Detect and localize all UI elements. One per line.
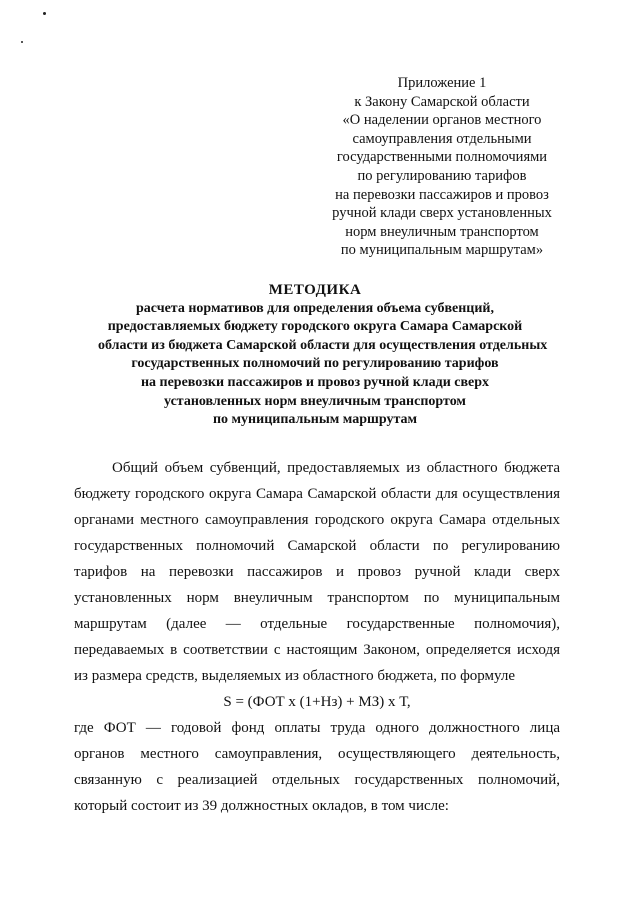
scan-dot xyxy=(43,12,46,15)
appendix-line: норм внеуличным транспортом xyxy=(345,223,539,240)
methodology-title-block xyxy=(98,281,548,430)
appendix-line: ручной клади сверх установленных xyxy=(332,205,552,222)
formula: S = (ФОТ х (1+Нз) + МЗ) х Т, xyxy=(223,694,411,710)
subtitle-line: на перевозки пассажиров и провоз ручной клади сверх xyxy=(140,374,490,390)
appendix-reference-block xyxy=(316,74,568,260)
appendix-line: «О наделении органов местного xyxy=(342,112,542,129)
scan-dot xyxy=(21,41,23,43)
body-paragraph xyxy=(74,455,560,689)
appendix-line: государственными полномочиями xyxy=(336,149,548,166)
body-line: органов местного самоуправления, осуществляющего деятельность, xyxy=(74,746,560,762)
body-line: органами местного самоуправления городского округа Самара отдельных xyxy=(74,512,560,528)
body-line: из размера средств, выделяемых из областного бюджета, по формуле xyxy=(74,668,516,684)
subtitle-line: предоставляемых бюджету городского округа Самара Самарской xyxy=(107,319,523,335)
body-line: Общий объем субвенций, предоставляемых из областного бюджета xyxy=(112,460,560,476)
subtitle-line: по муниципальным маршрутам xyxy=(212,412,418,428)
appendix-line: самоуправления отдельными xyxy=(352,130,532,147)
appendix-line: к Закону Самарской области xyxy=(354,93,530,110)
subtitle-line: установленных норм внеуличным транспортом xyxy=(164,393,466,409)
body-line: установленных норм внеуличным транспортом по муниципальным xyxy=(74,590,560,606)
body-line: тарифов на перевозки пассажиров и провоз ручной клади сверх xyxy=(74,564,560,580)
appendix-line: Приложение 1 xyxy=(397,75,487,91)
body-line: где ФОТ — годовой фонд оплаты труда одного должностного лица xyxy=(74,720,560,736)
appendix-line: по муниципальным маршрутам» xyxy=(340,242,544,259)
appendix-line: на перевозки пассажиров и провоз xyxy=(335,186,549,203)
body-line: связанную с реализацией отдельных государственных полномочий, xyxy=(74,772,560,788)
subtitle-line: государственных полномочий по регулированию тарифов xyxy=(131,356,499,372)
body-line: бюджету городского округа Самара Самарской области для осуществления xyxy=(74,486,560,502)
body-paragraph xyxy=(74,715,560,819)
document-body xyxy=(74,455,560,819)
body-line: который состоит из 39 должностных окладов, в том числе: xyxy=(74,798,449,814)
body-line: передаваемых в соответствии с настоящим Законом, определяется исходя xyxy=(74,642,560,658)
subtitle-line: области из бюджета Самарской области для осуществления отдельных xyxy=(98,337,548,353)
document-title: МЕТОДИКА xyxy=(268,282,362,298)
subtitle-line: расчета нормативов для определения объема субвенций, xyxy=(135,300,495,316)
body-line: государственных полномочий Самарской области по регулированию xyxy=(74,538,560,554)
body-line: маршрутам (далее — отдельные государственные полномочия), xyxy=(74,616,560,632)
appendix-line: по регулированию тарифов xyxy=(357,167,527,184)
document-subtitle xyxy=(98,300,548,430)
